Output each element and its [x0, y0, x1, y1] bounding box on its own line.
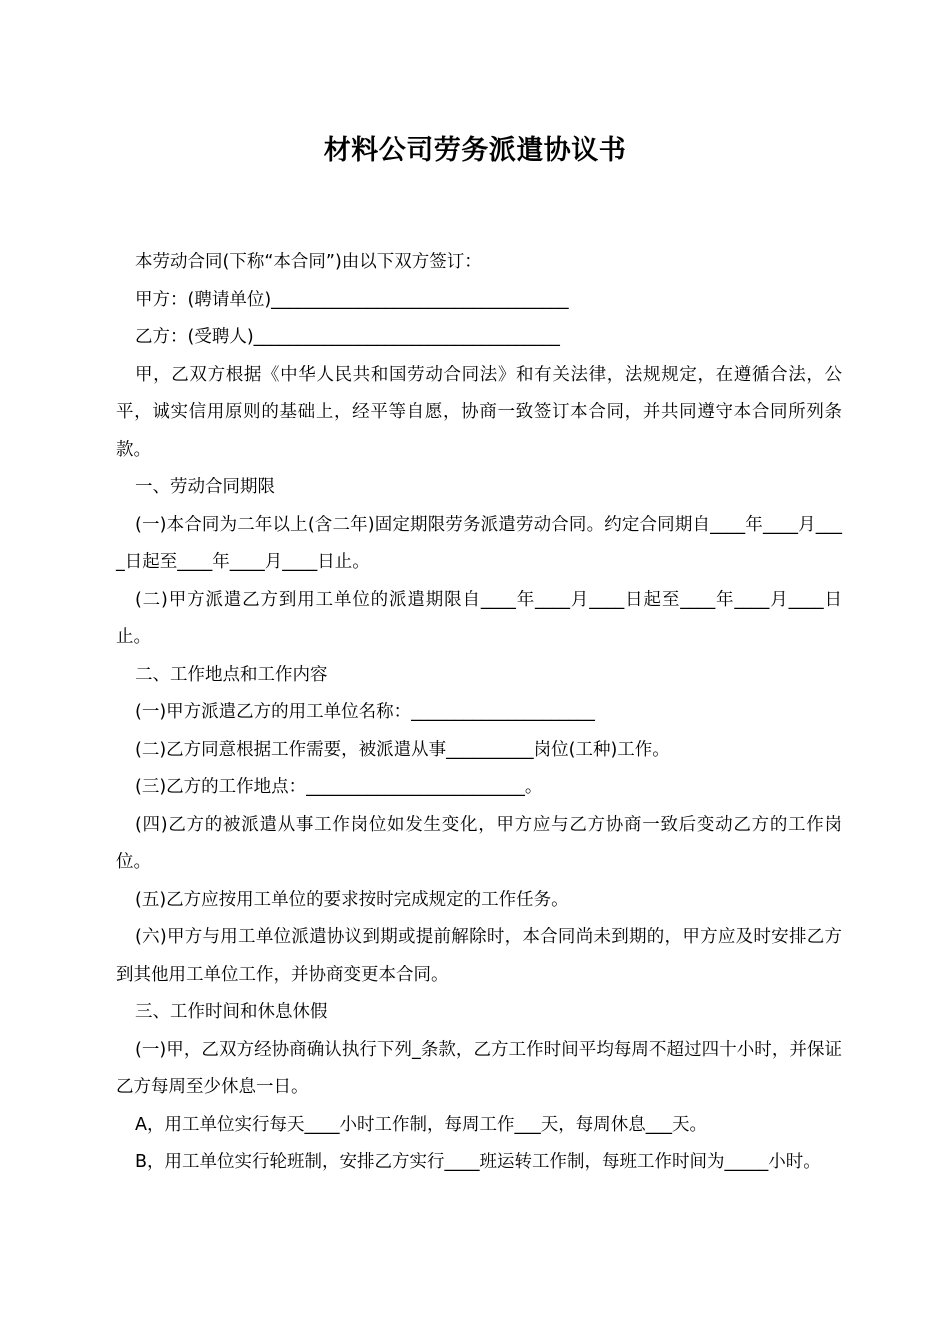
- clause-paragraph: (三)乙方的工作地点：_________________________。: [135, 777, 543, 797]
- section-heading-work-hours: 三、工作时间和休息休假: [135, 1002, 328, 1022]
- clause-paragraph: (二)乙方同意根据工作需要，被派遣从事__________岗位(工种)工作。: [135, 739, 670, 760]
- clause-paragraph: (一)本合同为二年以上(含二年)固定期限劳务派遣劳动合同。约定合同期自____年____月____日起至____年____月____日止。: [116, 514, 842, 572]
- document-body: [116, 244, 842, 1182]
- clause-paragraph: (四)乙方的被派遣从事工作岗位如发生变化，甲方应与乙方协商一致后变动乙方的工作岗位。: [116, 814, 842, 872]
- basis-paragraph: 甲，乙双方根据《中华人民共和国劳动合同法》和有关法律，法规规定，在遵循合法，公平，诚实信用原则的基础上，经平等自愿，协商一致签订本合同，并共同遵守本合同所列条款。: [116, 364, 842, 460]
- clause-paragraph: (六)甲方与用工单位派遣协议到期或提前解除时，本合同尚未到期的，甲方应及时安排乙方到其他用工单位工作，并协商变更本合同。: [116, 927, 842, 985]
- clause-paragraph: (一)甲方派遣乙方的用工单位名称：_____________________: [135, 702, 595, 722]
- document-title: 材料公司劳务派遣协议书: [323, 135, 627, 166]
- party-b-line: 乙方：(受聘人)___________________________________: [135, 327, 560, 347]
- party-a-line: 甲方：(聘请单位)__________________________________: [135, 289, 569, 310]
- preamble-paragraph: 本劳动合同(下称“本合同”)由以下双方签订：: [135, 252, 482, 272]
- section-heading-contract-term: 一、劳动合同期限: [135, 477, 275, 497]
- clause-paragraph: B，用工单位实行轮班制，安排乙方实行____班运转工作制，每班工作时间为_____小时。: [135, 1152, 821, 1172]
- clause-paragraph: (五)乙方应按用工单位的要求按时完成规定的工作任务。: [135, 889, 569, 910]
- section-heading-work-location: 二、工作地点和工作内容: [135, 664, 328, 685]
- clause-paragraph: (二)甲方派遣乙方到用工单位的派遣期限自____年____月____日起至____年____月____日止。: [116, 589, 842, 647]
- clause-paragraph: A，用工单位实行每天____小时工作制，每周工作___天，每周休息___天。: [135, 1114, 707, 1135]
- clause-paragraph: (一)甲，乙双方经协商确认执行下列_条款，乙方工作时间平均每周不超过四十小时，并保证乙方每周至少休息一日。: [116, 1039, 842, 1097]
